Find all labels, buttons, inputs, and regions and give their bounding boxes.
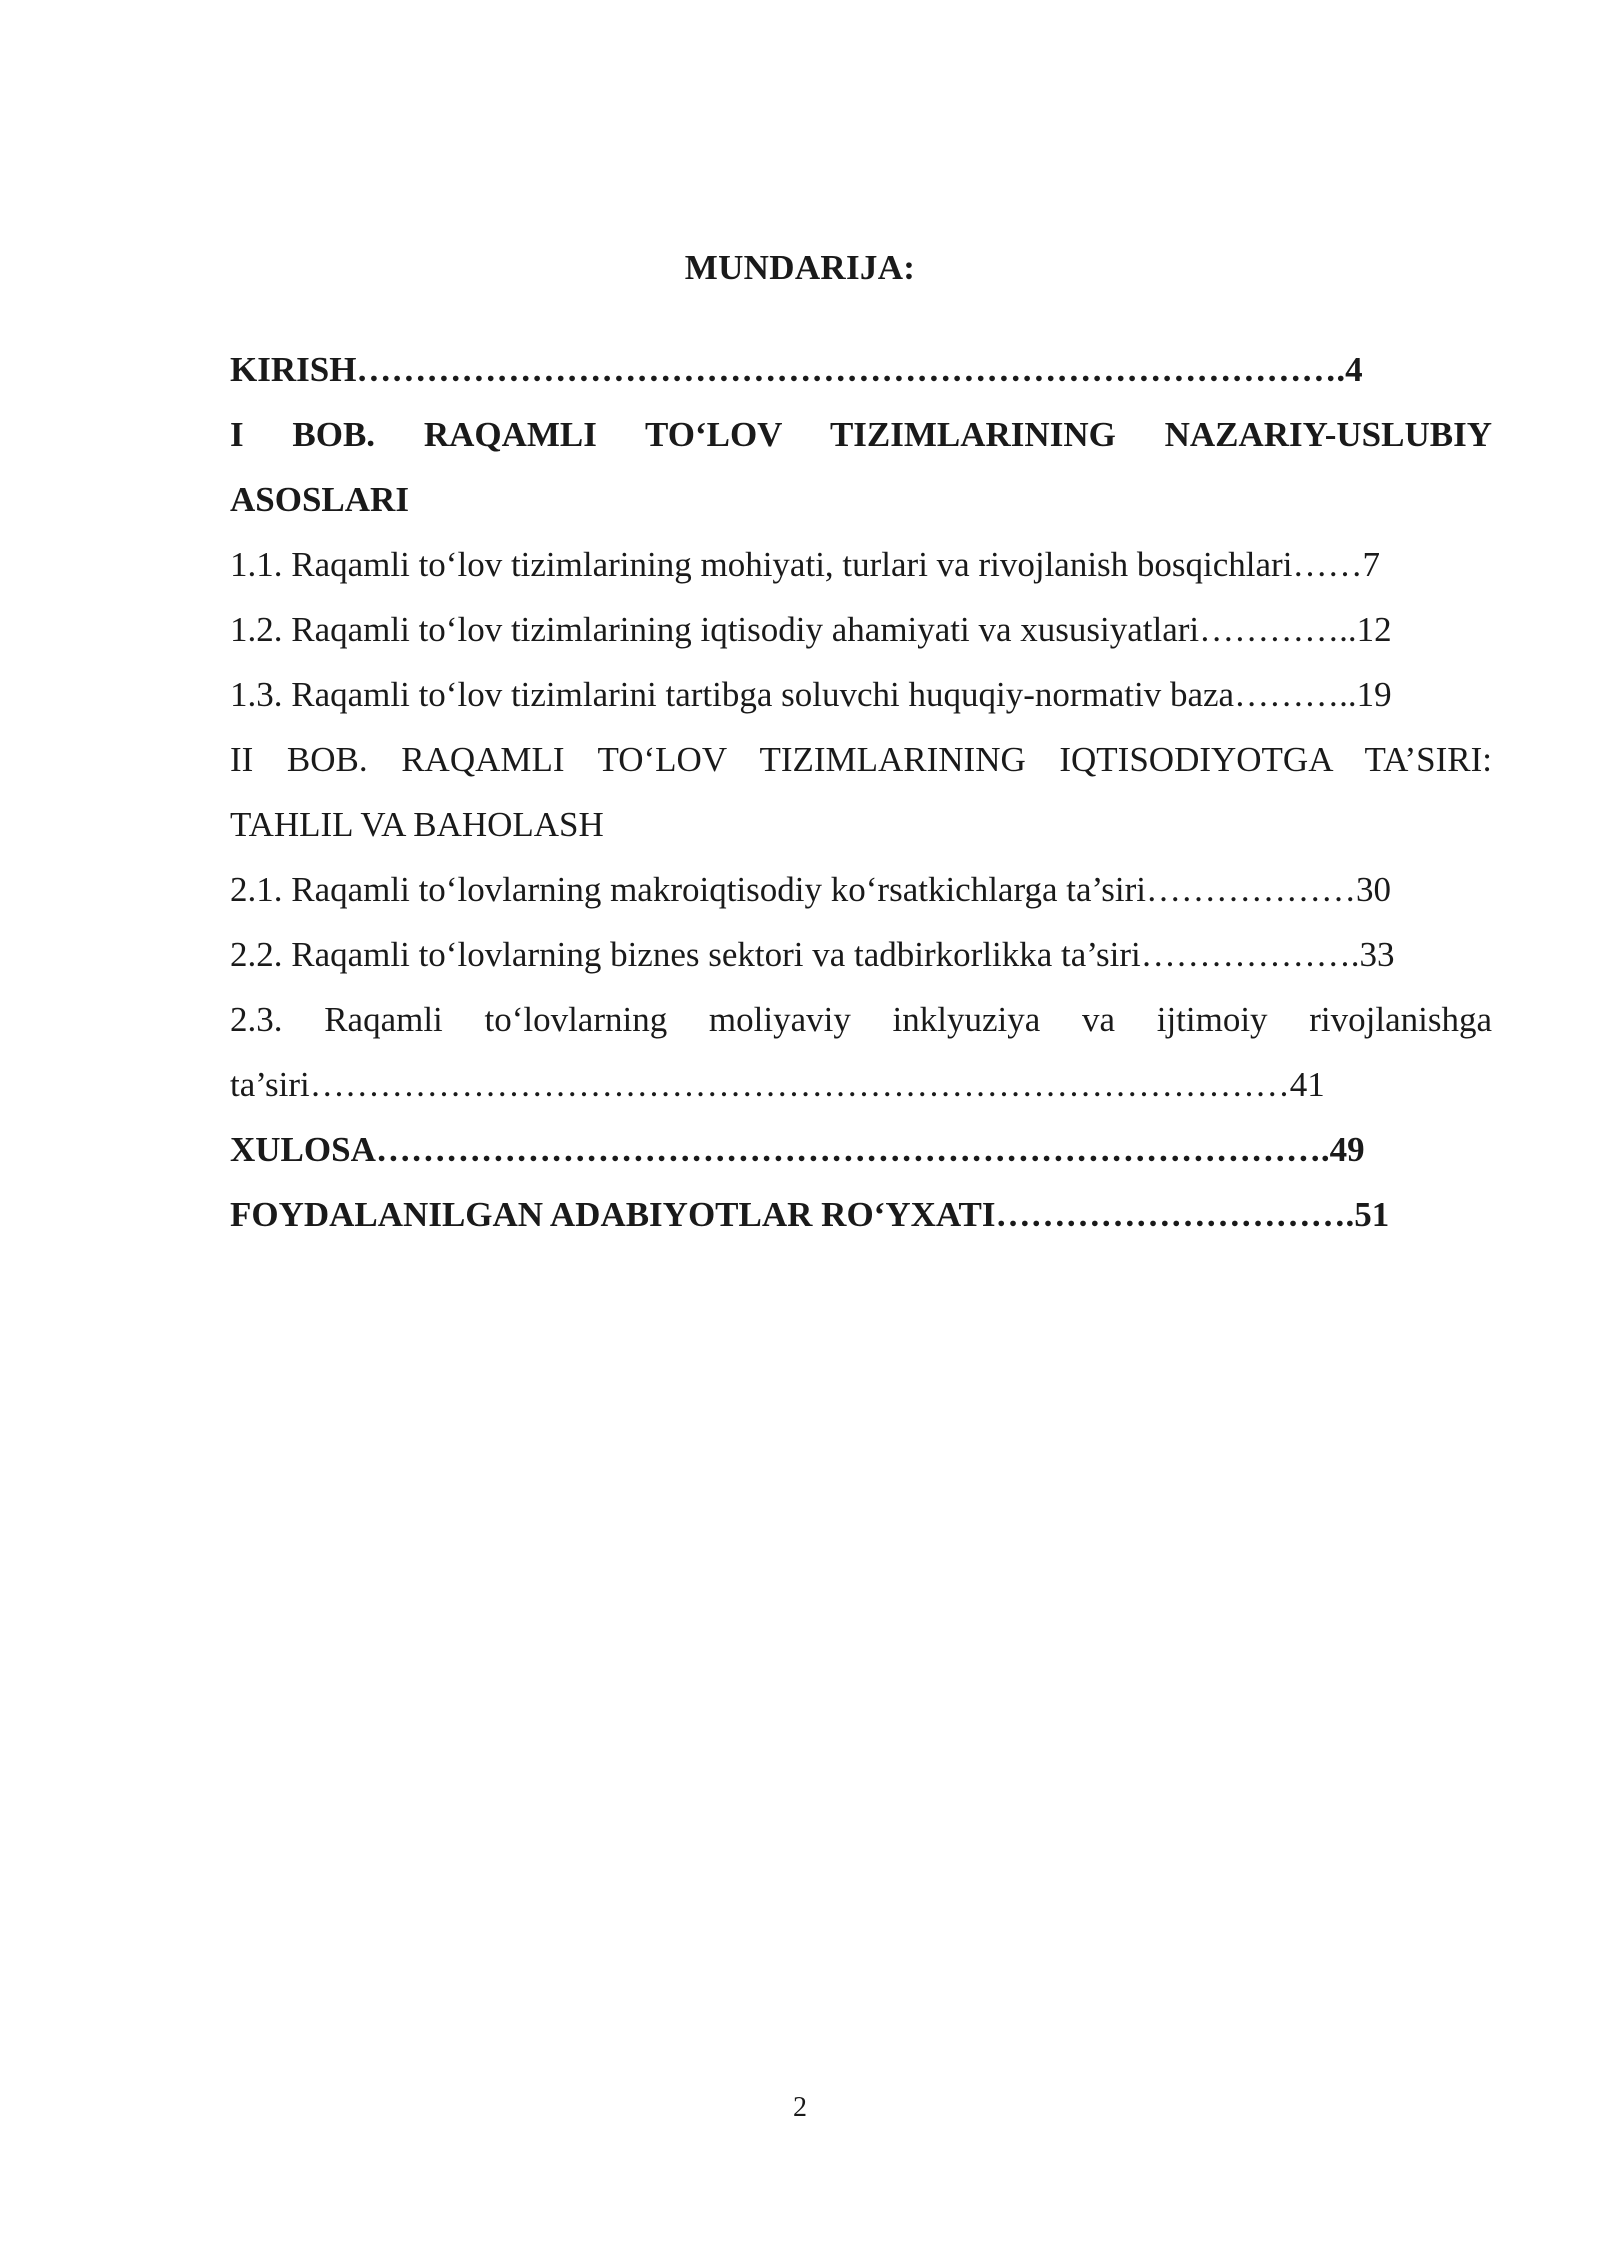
toc-chapter-2-heading-cont: TAHLIL VA BAHOLASH [230,805,604,844]
toc-chapter-1-heading-cont: ASOSLARI [230,480,409,519]
page-title: MUNDARIJA: [684,248,916,287]
toc-entry-xulosa: XULOSA……………………………………………………………………….49 [230,1130,1365,1169]
toc-entry-2-3: 2.3. Raqamli to‘lovlarning moliyaviy inklyuziya va ijtimoiy rivojlanishga [230,1000,1492,1039]
toc-entry-1-3: 1.3. Raqamli to‘lov tizimlarini tartibga soluvchi huquqiy-normativ baza………..19 [230,675,1392,714]
toc-chapter-2-heading: II BOB. RAQAMLI TO‘LOV TIZIMLARINING IQTISODIYOTGA TA’SIRI: [230,740,1492,779]
toc-entry-1-2: 1.2. Raqamli to‘lov tizimlarining iqtisodiy ahamiyati va xususiyatlari…………..12 [230,610,1392,649]
toc-entry-2-2: 2.2. Raqamli to‘lovlarning biznes sektori va tadbirkorlikka ta’siri……………….33 [230,935,1395,974]
toc-chapter-1-heading: I BOB. RAQAMLI TO‘LOV TIZIMLARINING NAZARIY-USLUBIY [230,415,1492,454]
table-of-contents [230,337,1492,1247]
toc-entry-1-1: 1.1. Raqamli to‘lov tizimlarining mohiyati, turlari va rivojlanish bosqichlari……7 [230,545,1380,584]
toc-entry-2-3-cont: ta’siri…………………………………………………………………………41 [230,1065,1325,1104]
toc-entry-2-1: 2.1. Raqamli to‘lovlarning makroiqtisodiy ko‘rsatkichlarga ta’siri………………30 [230,870,1391,909]
toc-entry-kirish: KIRISH………………………………………………………………………….4 [230,350,1363,389]
toc-entry-references: FOYDALANILGAN ADABIYOTLAR RO‘YXATI………………………….51 [230,1195,1390,1234]
page-number: 2 [793,2092,807,2123]
